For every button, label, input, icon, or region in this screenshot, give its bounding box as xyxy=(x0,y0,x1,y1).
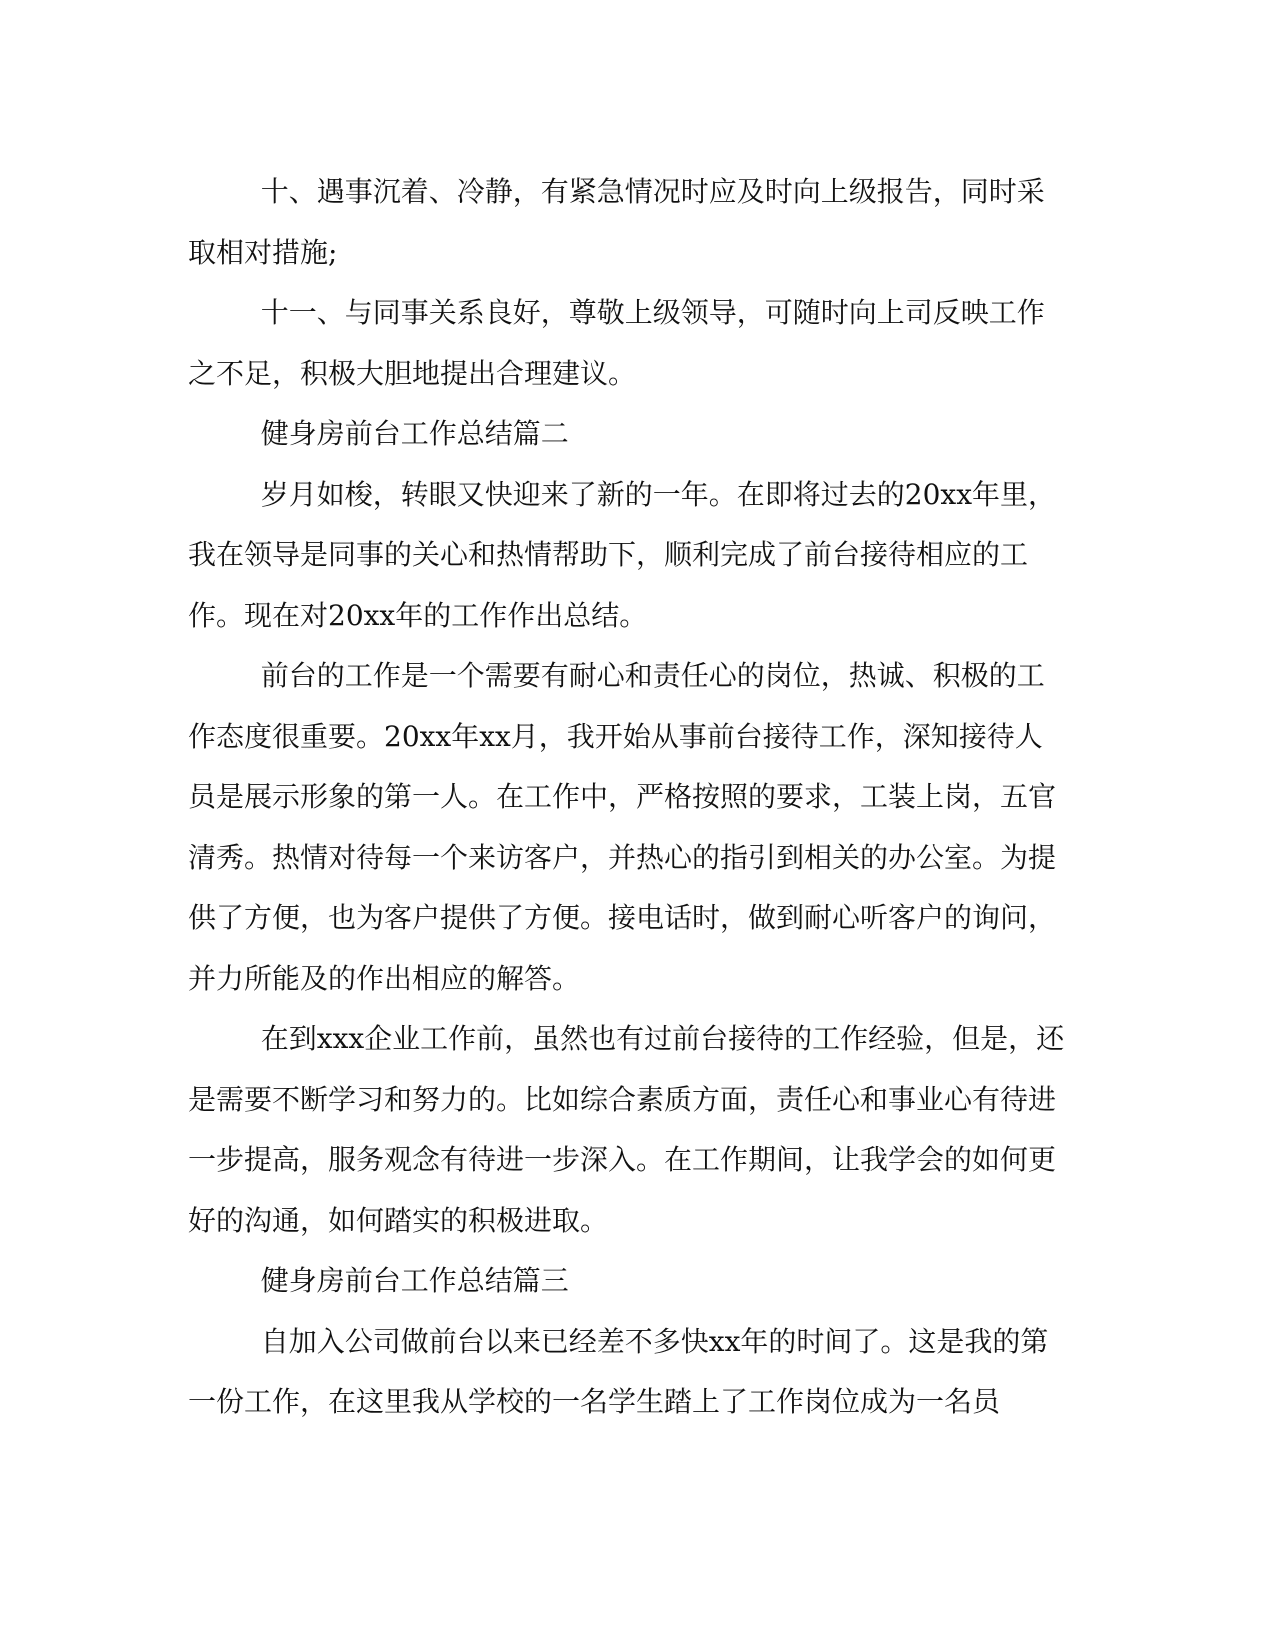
paragraph-intro-year: 岁月如梭，转眼又快迎来了新的一年。在即将过去的20xx年里，我在领导是同事的关心和热情帮助下，顺利完成了前台接待相应的工作。现在对20xx年的工作作出总结。 xyxy=(188,477,1057,632)
paragraph-item-10: 十、遇事沉着、冷静，有紧急情况时应及时向上级报告，同时采取相对措施; xyxy=(188,175,1045,269)
paragraph-experience: 在到xxx企业工作前，虽然也有过前台接待的工作经验，但是，还是需要不断学习和努力的。比如综合素质方面，责任心和事业心有待进一步提高，服务观念有待进一步深入。在工作期间，让我学会的如何更好的沟通，如何踏实的积极进取。 xyxy=(188,1022,1065,1237)
paragraph-since-joining: 自加入公司做前台以来已经差不多快xx年的时间了。这是我的第一份工作，在这里我从学校的一名学生踏上了工作岗位成为一名员 xyxy=(188,1324,1049,1418)
section-heading-part-2: 健身房前台工作总结篇二 xyxy=(260,417,569,450)
paragraph-item-11: 十一、与同事关系良好，尊敬上级领导，可随时向上司反映工作之不足，积极大胆地提出合理建议。 xyxy=(188,296,1045,390)
section-heading-part-3: 健身房前台工作总结篇三 xyxy=(260,1264,569,1297)
document-body xyxy=(188,162,1068,1433)
paragraph-reception-duties: 前台的工作是一个需要有耐心和责任心的岗位，热诚、积极的工作态度很重要。20xx年xx月，我开始从事前台接待工作，深知接待人员是展示形象的第一人。在工作中，严格按照的要求，工装上岗，五官清秀。热情对待每一个来访客户，并热心的指引到相关的办公室。为提供了方便，也为客户提供了方便。接电话时，做到耐心听客户的询问，并力所能及的作出相应的解答。 xyxy=(188,659,1057,995)
